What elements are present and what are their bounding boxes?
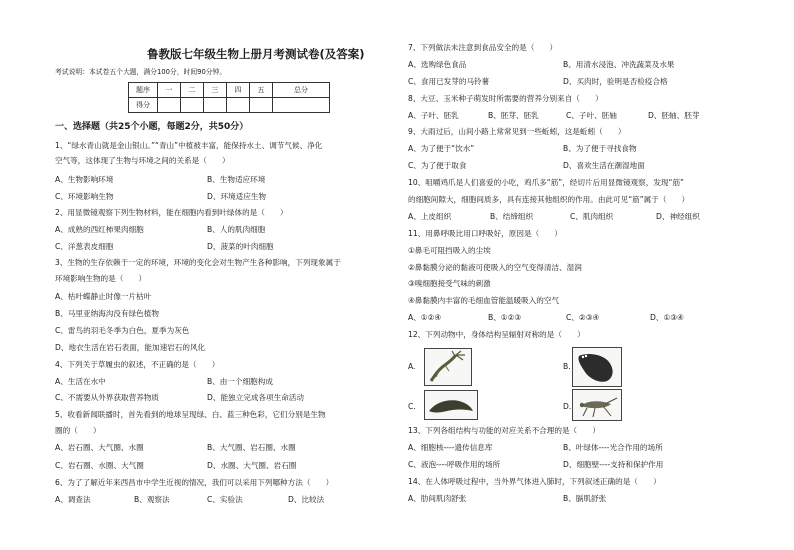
- statement: ③嗅细胞接受气味的刺激: [408, 279, 491, 288]
- option: C、食用已发芽的马铃薯: [408, 77, 490, 86]
- option: B、由一个细胞构成: [207, 377, 273, 386]
- option: B、结缔组织: [490, 212, 534, 221]
- option: D、水圈、大气圈、岩石圈: [207, 461, 297, 470]
- option: A、肋间肌肉舒张: [408, 494, 467, 503]
- score-input-cell[interactable]: [273, 98, 330, 113]
- option: A、岩石圈、大气圈、水圈: [55, 443, 144, 452]
- score-cell: 四: [227, 83, 250, 98]
- statement: ①鼻毛可阻挡吸入的尘埃: [408, 246, 491, 255]
- score-cell: 总分: [273, 83, 330, 98]
- option: D、①③④: [650, 313, 684, 322]
- option: C、洋葱表皮细胞: [55, 242, 114, 251]
- question-line: 12、下列动物中，身体结构呈辐射对称的是（ ）: [408, 330, 585, 339]
- option: C、实验法: [207, 495, 243, 504]
- option: A、子叶、胚乳: [408, 111, 459, 120]
- question-line: 4、下列关于草履虫的叙述，不正确的是（ ）: [55, 360, 220, 369]
- statement: ②鼻黏膜分泌的黏液可使吸入的空气变得清洁、湿润: [408, 263, 582, 272]
- option: B、生物适应环境: [207, 175, 266, 184]
- option: B、观察法: [134, 495, 170, 504]
- option: C、岩石圈、水圈、大气圈: [55, 461, 144, 470]
- option: A、枯叶蝶静止时像一片枯叶: [55, 292, 152, 301]
- option: D、买肉时，验明是否检疫合格: [563, 77, 668, 86]
- score-input-cell[interactable]: [250, 98, 273, 113]
- score-row-label: 得分: [129, 98, 158, 113]
- question-line: 1、“绿水青山就是金山银山。”“青山”中植被丰富，能保持水土、调节气候、净化: [55, 141, 323, 150]
- option: D、菠菜的叶肉细胞: [207, 242, 274, 251]
- score-cell: 题序: [129, 83, 158, 98]
- option: D、地衣生活在岩石表面，能加速岩石的风化: [55, 343, 206, 352]
- option: A、成熟的西红柿果肉细胞: [55, 225, 144, 234]
- option: B、人的肌肉细胞: [207, 225, 266, 234]
- section-heading: 一、选择题（共25个小题，每题2分，共50分）: [55, 122, 249, 132]
- option-label: B.: [563, 362, 571, 371]
- question-line: 11、用鼻呼吸比用口呼吸好，原因是（ ）: [408, 229, 562, 238]
- option: C、②③④: [566, 313, 600, 322]
- leech-image: [424, 390, 478, 420]
- option: A、选购绿色食品: [408, 60, 467, 69]
- score-header-row: [129, 83, 330, 98]
- option: D、胚轴、胚芽: [648, 111, 700, 120]
- option: C、液泡----呼吸作用的场所: [408, 460, 501, 469]
- option-label: A.: [408, 362, 416, 371]
- option: C、环境影响生物: [55, 192, 114, 201]
- option: A、调查法: [55, 495, 91, 504]
- score-cell: 二: [181, 83, 204, 98]
- question-line: 13、下列各组结构与功能的对应关系不合理的是（ ）: [408, 426, 600, 435]
- option: C、肌肉组织: [570, 212, 614, 221]
- question-line: 6、为了了解近年来西昌市中学生近视的情况，我们可以采用下列哪种方法（ ）: [55, 478, 334, 487]
- option: B、为了便于寻找食物: [563, 144, 637, 153]
- question-line: 7、下列做法未注意到食品安全的是（ ）: [408, 43, 558, 52]
- question-line: 14、在人体呼吸过程中，当外界气体进入肺时，下列叙述正确的是（ ）: [408, 477, 661, 486]
- option: C、雷鸟的羽毛冬季为白色，夏季为灰色: [55, 326, 190, 335]
- score-input-cell[interactable]: [204, 98, 227, 113]
- question-line: 的细胞间隙大，细胞间质多，具有连接其他组织的作用。由此可见“筋”属于（ ）: [408, 195, 690, 204]
- score-input-cell[interactable]: [158, 98, 181, 113]
- score-cell: 五: [250, 83, 273, 98]
- option: D、环境适应生物: [207, 192, 267, 201]
- statement: ④鼻黏膜内丰富的毛细血管能温暖吸入的空气: [408, 296, 560, 305]
- option: B、马里亚纳海沟没有绿色植物: [55, 309, 159, 318]
- option: A、生活在水中: [55, 377, 106, 386]
- option: D、喜欢生活在潮湿地面: [563, 161, 645, 170]
- question-line: 9、大雨过后，山间小路上常常见到一些蚯蚓，这是蚯蚓（ ）: [408, 127, 626, 136]
- option: C、为了便于取食: [408, 161, 467, 170]
- question-line: 10、咀嚼鸡爪是人们喜爱的小吃，鸡爪多“筋”，经切片后用显微镜观察，发现“筋”: [408, 178, 684, 187]
- option: B、用清水浸泡、冲洗蔬菜及水果: [563, 60, 675, 69]
- option: A、为了便于“饮水”: [408, 144, 475, 153]
- question-line: 2、用显微镜观察下列生物材料，能在细胞内看到叶绿体的是（ ）: [55, 208, 288, 217]
- question-line: 5、收看新闻联播时，首先看到的地球呈现绿、白、蓝三种色彩，它们分别是生物: [55, 410, 326, 419]
- option: D、神经组织: [656, 212, 700, 221]
- option: B、胚芽、胚乳: [488, 111, 539, 120]
- option: B、大气圈、岩石圈、水圈: [207, 443, 296, 452]
- option-label: D.: [563, 402, 572, 411]
- score-value-row: [129, 98, 330, 113]
- question-line: 8、大豆、玉米种子萌发时所需要的营养分别来自（ ）: [408, 94, 603, 103]
- question-line: 圈的（ ）: [55, 426, 101, 435]
- option: B、叶绿体----光合作用的场所: [563, 443, 663, 452]
- grasshopper-image: [572, 389, 622, 421]
- question-line: 3、生物的生存依赖于一定的环境，环境的变化会对生物产生各种影响，下列现象属于: [55, 258, 341, 267]
- option: B、膈肌舒张: [563, 494, 607, 503]
- option: D、能独立完成各项生命活动: [207, 393, 304, 402]
- option: D、比较法: [288, 495, 325, 504]
- exam-note: 考试说明：本试卷五个大题，满分100分，时间90分钟。: [55, 68, 227, 76]
- score-table: [128, 82, 330, 113]
- page-title: 鲁教版七年级生物上册月考测试卷(及答案): [147, 47, 365, 61]
- option: A、生物影响环境: [55, 175, 114, 184]
- option: A、①②④: [408, 313, 442, 322]
- option: C、不需要从外界获取营养物质: [55, 393, 160, 402]
- score-input-cell[interactable]: [227, 98, 250, 113]
- question-line: 环境影响生物的是（ ）: [55, 274, 147, 283]
- option-label: C.: [408, 402, 416, 411]
- option: C、子叶、胚轴: [566, 111, 617, 120]
- score-cell: 一: [158, 83, 181, 98]
- question-line: 空气等，这体现了生物与环境之间的关系是（ ）: [55, 156, 230, 165]
- score-cell: 三: [204, 83, 227, 98]
- planarian-image: [572, 347, 622, 387]
- option: A、上皮组织: [408, 212, 452, 221]
- option: D、细胞壁----支持和保护作用: [563, 460, 664, 469]
- option: B、①②③: [488, 313, 522, 322]
- hydra-image: [424, 348, 472, 386]
- score-input-cell[interactable]: [181, 98, 204, 113]
- option: A、细胞核----遗传信息库: [408, 443, 493, 452]
